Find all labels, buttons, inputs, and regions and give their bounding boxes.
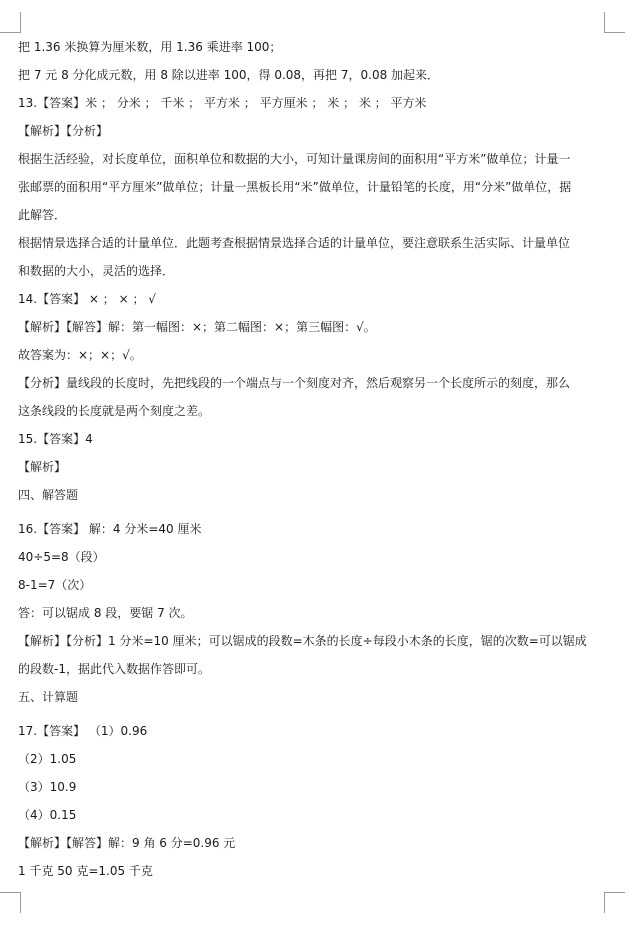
- text-line: （3）10.9: [18, 780, 77, 794]
- answer-16: 16.【答案】 解：4 分米=40 厘米: [18, 522, 202, 536]
- answer-13: 13.【答案】米 ； 分米 ； 千米 ； 平方米 ； 平方厘米 ； 米 ； 米 ； 平方米: [18, 96, 427, 110]
- text-line: 根据生活经验，对长度单位，面积单位和数据的大小，可知计量课房间的面积用“平方米”做单位；计量一: [18, 152, 571, 166]
- text-line: 的段数-1，据此代入数据作答即可。: [18, 662, 210, 676]
- text-line: （4）0.15: [18, 808, 77, 822]
- text-line: 把 7 元 8 分化成元数，用 8 除以进率 100，得 0.08，再把 7，0.08 加起来．: [18, 68, 440, 82]
- section-heading-4: 四、解答题: [18, 488, 79, 502]
- section-heading-5: 五、计算题: [18, 690, 79, 704]
- text-line: 根据情景选择合适的计量单位．此题考查根据情景选择合适的计量单位，要注意联系生活实际、计量单位: [18, 236, 571, 250]
- analysis-heading: 【解析】【分析】: [18, 124, 109, 138]
- text-line: 【解析】【解答】解：第一幅图：×；第二幅图：×；第三幅图：√。: [18, 320, 376, 334]
- answer-15: 15.【答案】4: [18, 432, 93, 446]
- crop-mark-top-left: [0, 12, 21, 33]
- text-line: 把 1.36 米换算为厘米数，用 1.36 乘进率 100；: [18, 40, 282, 54]
- crop-mark-bottom-left: [0, 892, 21, 913]
- crop-mark-top-right: [604, 12, 625, 33]
- text-line: 40÷5=8（段）: [18, 550, 105, 564]
- text-line: 【分析】量线段的长度时，先把线段的一个端点与一个刻度对齐，然后观察另一个长度所示的刻度，那么: [18, 376, 571, 390]
- text-line: 【解析】【解答】解：9 角 6 分=0.96 元: [18, 836, 236, 850]
- text-line: 1 千克 50 克=1.05 千克: [18, 864, 153, 878]
- text-line: 这条线段的长度就是两个刻度之差。: [18, 404, 211, 418]
- answer-17: 17.【答案】 （1）0.96: [18, 724, 148, 738]
- text-line: 故答案为：×；×；√。: [18, 348, 142, 362]
- document-page: [18, 37, 600, 881]
- text-line: 此解答．: [18, 208, 67, 222]
- text-line: 【解析】【分析】1 分米=10 厘米；可以锯成的段数=木条的长度÷每段小木条的长度，锯的次数=可以锯成: [18, 634, 587, 648]
- crop-mark-bottom-right: [604, 892, 625, 913]
- analysis-heading: 【解析】: [18, 460, 67, 474]
- answer-14: 14.【答案】 × ； × ； √: [18, 292, 156, 306]
- text-line: 和数据的大小，灵活的选择．: [18, 264, 175, 278]
- text-line: 张邮票的面积用“平方厘米”做单位；计量一黑板长用“米”做单位，计量铅笔的长度，用“分米”做单位，据: [18, 180, 572, 194]
- text-line: 答：可以锯成 8 段，要锯 7 次。: [18, 606, 193, 620]
- text-line: （2）1.05: [18, 752, 77, 766]
- text-line: 8-1=7（次）: [18, 578, 92, 592]
